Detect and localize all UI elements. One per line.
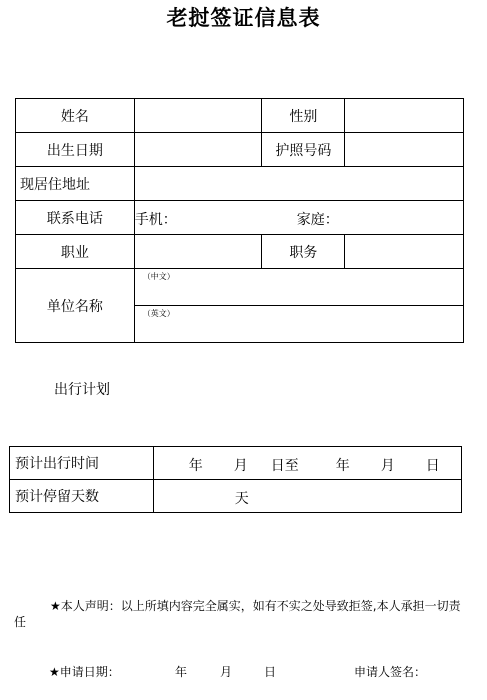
table-row [16,133,464,167]
dob-label: 出生日期 [16,133,135,167]
footer-year-label: 年 [175,665,188,679]
departure-time-label: 预计出行时间 [10,447,154,480]
page-title: 老挝签证信息表 [166,5,321,30]
month-label: 月 [380,458,395,474]
day-to-label: 日至 [270,458,299,474]
position-field[interactable] [345,235,464,269]
org-chinese-tag: （中文） [142,272,175,281]
day-label: 日 [425,458,440,474]
passport-field[interactable] [345,133,464,167]
table-row [10,480,462,513]
org-label: 单位名称 [16,269,135,343]
travel-plan-table [9,446,462,513]
year-label: 年 [188,458,203,474]
year-label: 年 [335,458,350,474]
mobile-label: 手机： [134,212,177,228]
org-english-tag: （英文） [142,309,175,318]
departure-time-field[interactable] [153,447,461,480]
name-label: 姓名 [16,99,135,133]
phone-label: 联系电话 [16,201,135,235]
stay-days-label: 预计停留天数 [10,480,154,513]
applicant-info-table [15,98,464,343]
month-label: 月 [233,458,248,474]
signature-label: 申请人签名： [354,665,427,679]
dob-field[interactable] [134,133,262,167]
table-row [16,201,464,235]
home-phone-label: 家庭： [296,212,339,228]
name-field[interactable] [134,99,262,133]
stay-days-field[interactable] [153,480,461,513]
table-row [16,269,464,306]
org-english-field[interactable] [134,306,463,343]
position-label: 职务 [262,235,345,269]
occupation-label: 职业 [16,235,135,269]
apply-date-label: ★申请日期： [49,665,120,679]
footer-month-label: 月 [220,665,233,679]
address-field[interactable] [134,167,463,201]
footer [0,663,487,683]
table-row [16,99,464,133]
days-unit-label: 天 [234,491,249,507]
table-row [16,167,464,201]
address-label: 现居住地址 [16,167,135,201]
phone-field[interactable] [134,201,463,235]
gender-field[interactable] [345,99,464,133]
footer-day-label: 日 [264,665,277,679]
passport-label: 护照号码 [262,133,345,167]
occupation-field[interactable] [134,235,262,269]
table-row [10,447,462,480]
gender-label: 性别 [262,99,345,133]
org-chinese-field[interactable] [134,269,463,306]
travel-plan-heading: 出行计划 [54,382,110,398]
declaration-text: ★本人声明：以上所填内容完全属实，如有不实之处导致拒签,本人承担一切责任 [14,599,461,629]
table-row [16,235,464,269]
